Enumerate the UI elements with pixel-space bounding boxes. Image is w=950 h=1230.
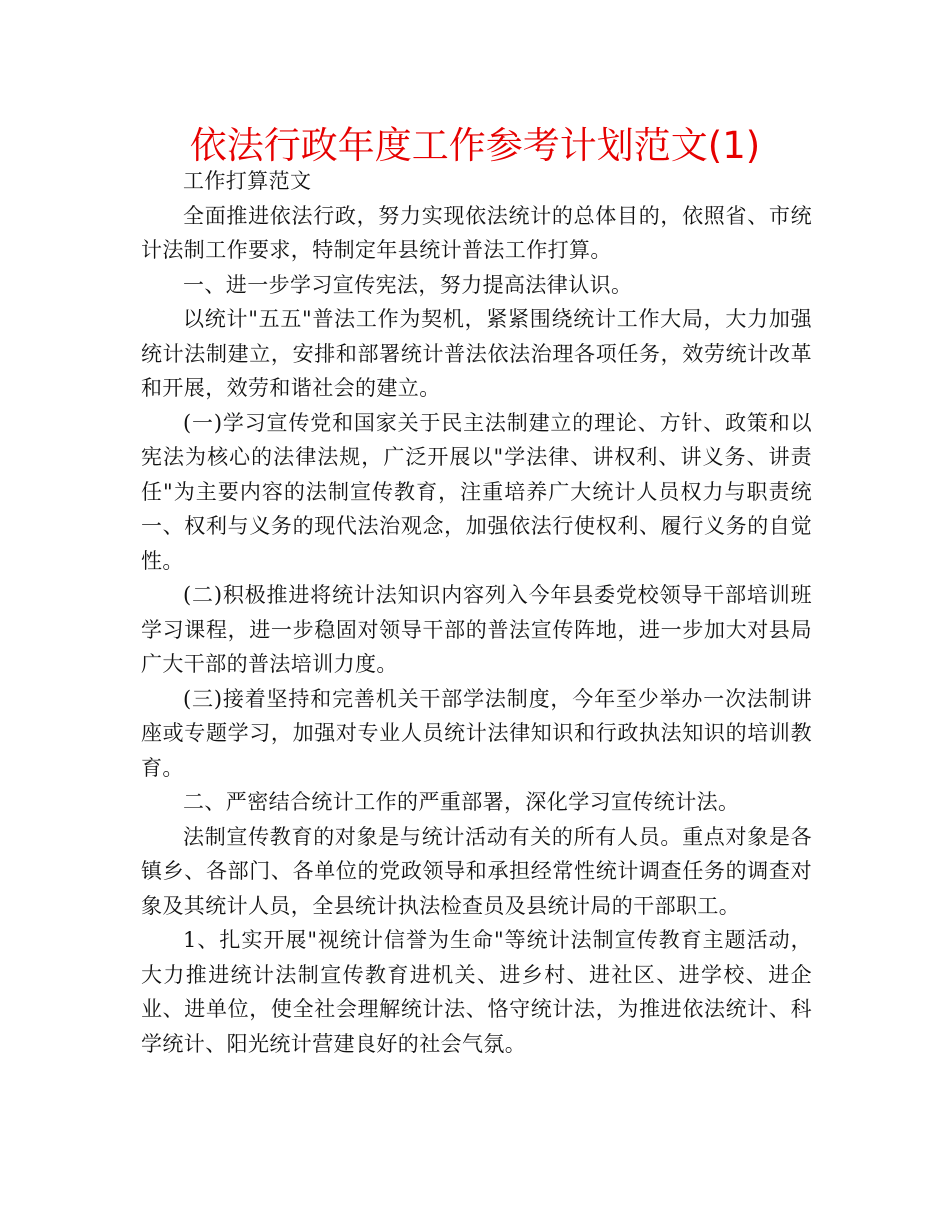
- paragraph-numbered-1: 1、扎实开展"视统计信誉为生命"等统计法制宣传教育主题活动，大力推进统计法制宣传教育进机关、进乡村、进社区、进学校、进企业、进单位，使全社会理解统计法、恪守统计法，为推进依法统计、科学统计、阳光统计营建良好的社会气氛。: [141, 928, 812, 1056]
- paragraph-intro: 全面推进依法行政，努力实现依法统计的总体目的，依照省、市统计法制工作要求，特制定年县统计普法工作打算。: [141, 203, 812, 262]
- document-title: 依法行政年度工作参考计划范文(1): [189, 124, 761, 167]
- paragraph-item-1: (一)学习宣传党和国家关于民主法制建立的理论、方针、政策和以宪法为核心的法律法规，广泛开展以"学法律、讲权利、讲义务、讲责任"为主要内容的法制宣传教育，注重培养广大统计人员权力与职责统一、权利与义务的现代法治观念，加强依法行使权利、履行义务的自觉性。: [141, 410, 812, 573]
- paragraph-subtitle: 工作打算范文: [183, 169, 312, 193]
- paragraph: 以统计"五五"普法工作为契机，紧紧围绕统计工作大局，大力加强统计法制建立，安排和部署统计普法依法治理各项任务，效劳统计改革和开展，效劳和谐社会的建立。: [141, 307, 812, 400]
- paragraph-item-3: (三)接着坚持和完善机关干部学法制度，今年至少举办一次法制讲座或专题学习，加强对专业人员统计法律知识和行政执法知识的培训教育。: [141, 686, 812, 780]
- paragraph: 法制宣传教育的对象是与统计活动有关的所有人员。重点对象是各镇乡、各部门、各单位的党政领导和承担经常性统计调查任务的调查对象及其统计人员，全县统计执法检查员及县统计局的干部职工。: [141, 824, 812, 918]
- paragraph-item-2: (二)积极推进将统计法知识内容列入今年县委党校领导干部培训班学习课程，进一步稳固对领导干部的普法宣传阵地，进一步加大对县局广大干部的普法培训力度。: [141, 583, 812, 676]
- section-heading-2: 二、严密结合统计工作的严重部署，深化学习宣传统计法。: [183, 790, 740, 814]
- document-body: [141, 164, 812, 1061]
- section-heading-1: 一、进一步学习宣传宪法，努力提高法律认识。: [183, 272, 633, 297]
